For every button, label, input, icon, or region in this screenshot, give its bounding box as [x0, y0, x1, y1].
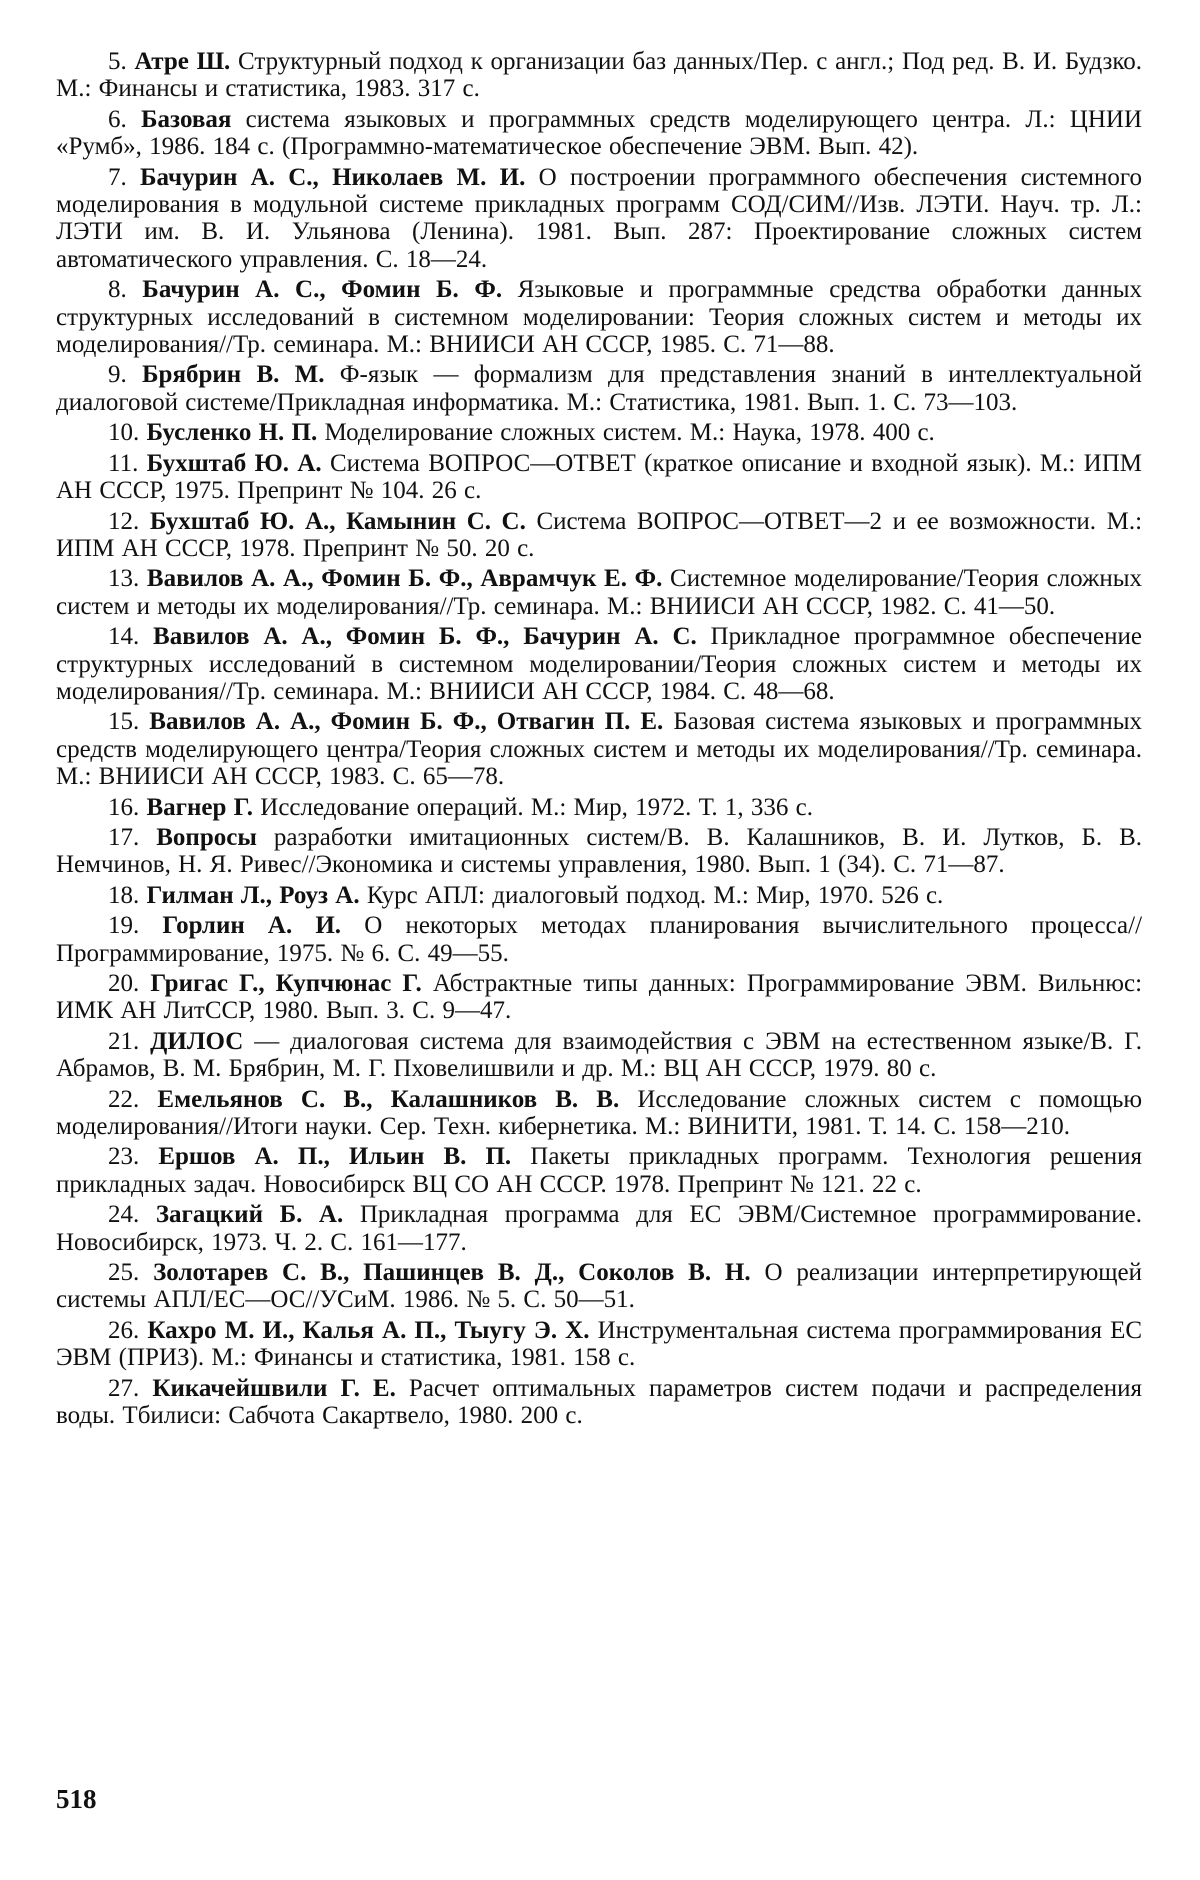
reference-entry [56, 106, 1142, 161]
reference-number: 17. [108, 823, 140, 851]
reference-entry [56, 970, 1142, 1025]
reference-number: 18. [108, 881, 140, 909]
reference-text: Моделирование сложных систем. М.: Наука, 1978. 400 с. [324, 419, 935, 447]
reference-authors: ДИЛОС [150, 1027, 244, 1055]
reference-authors: Вавилов А. А., Фомин Б. Ф., Аврамчук Е. Ф. [146, 565, 663, 593]
reference-authors: Кахро М. И., Калья А. П., Тыугу Э. Х. [147, 1316, 590, 1344]
reference-authors: Вопросы [156, 823, 257, 851]
reference-text: Исследование сложных систем с помощью моделирования//Итоги науки. Сер. Техн. кибернетика. М.: ВИНИТИ, 1981. Т. 14. С. 158—210. [56, 1085, 1143, 1141]
reference-text: Курс АПЛ: диалоговый подход. М.: Мир, 1970. 526 с. [366, 881, 944, 909]
reference-authors: Вавилов А. А., Фомин Б. Ф., Отвагин П. Е. [149, 708, 664, 736]
reference-authors: Емельянов С. В., Калашников В. В. [157, 1085, 620, 1113]
reference-number: 7. [108, 163, 127, 191]
reference-entry [56, 882, 1142, 909]
reference-authors: Григас Г., Купчюнас Г. [150, 970, 422, 997]
reference-entry [56, 708, 1142, 790]
reference-authors: Базовая [141, 105, 232, 133]
reference-number: 5. [108, 48, 127, 75]
reference-entry [56, 48, 1142, 103]
reference-text: Языковые и программные средства обработки данных структурных исследований в системном моделировании: Теория сложных систем и методы их моделирования//Тр. семинара. М.: ВНИИСИ АН СССР, 1985. С. 71—88. [56, 276, 1142, 359]
reference-number: 11. [108, 449, 139, 477]
reference-entry [56, 450, 1142, 505]
reference-number: 12. [108, 507, 140, 535]
reference-number: 24. [108, 1201, 140, 1229]
reference-authors: Брябрин В. М. [142, 361, 325, 389]
reference-number: 25. [108, 1259, 140, 1287]
reference-authors: Бухштаб Ю. А., Камынин С. С. [149, 507, 526, 535]
reference-entry [56, 565, 1142, 620]
reference-authors: Бусленко Н. П. [146, 419, 318, 447]
reference-authors: Бачурин А. С., Фомин Б. Ф. [142, 276, 503, 304]
reference-number: 20. [108, 970, 140, 997]
reference-text: Пакеты прикладных программ. Технология решения прикладных задач. Новосибирск ВЦ СО АН СССР. 1978. Препринт № 121. 22 с. [56, 1143, 1143, 1198]
reference-number: 27. [108, 1374, 140, 1402]
reference-entry [56, 1028, 1142, 1083]
reference-number: 9. [108, 361, 127, 389]
reference-text: Расчет оптимальных параметров систем подачи и распределения воды. Тбилиси: Сабчота Сакартвело, 1980. 200 с. [56, 1374, 1142, 1430]
reference-entry [56, 794, 1142, 821]
reference-text: О некоторых методах планирования вычислительного процесса//Программирование, 1975. № 6. С. 49—55. [56, 912, 1143, 967]
book-page [56, 48, 1142, 1848]
reference-authors: Бухштаб Ю. А. [146, 449, 322, 477]
reference-number: 22. [108, 1085, 140, 1113]
reference-number: 14. [108, 623, 140, 651]
reference-authors: Гилман Л., Роуз А. [146, 881, 360, 909]
reference-number: 16. [108, 793, 140, 821]
reference-number: 6. [108, 105, 127, 133]
reference-authors: Бачурин А. С., Николаев М. И. [140, 163, 526, 191]
reference-text: система языковых и программных средств моделирующего центра. Л.: ЦНИИ «Румб», 1986. 184 с. (Программно-математическое обеспечение ЭВМ. Вып. 42). [56, 105, 1143, 161]
reference-text: разработки имитационных систем/В. В. Калашников, В. И. Лутков, Б. В. Немчинов, Н. Я. Ривес//Экономика и системы управления, 1980. Вып. 1 (34). С. 71—87. [56, 823, 1143, 879]
reference-number: 15. [108, 708, 140, 736]
reference-authors: Кикачейшвили Г. Е. [152, 1374, 396, 1402]
reference-text: Ф-язык — формализм для представления знаний в интеллектуальной диалоговой системе/Прикладная информатика. М.: Статистика, 1981. Вып. 1. С. 73—103. [56, 361, 1143, 416]
reference-authors: Ершов А. П., Ильин В. П. [158, 1143, 512, 1171]
reference-entry [56, 276, 1142, 358]
reference-text: Системное моделирование/Теория сложных систем и методы их моделирования//Тр. семинара. М.: ВНИИСИ АН СССР, 1982. С. 41—50. [56, 565, 1142, 620]
reference-number: 8. [108, 276, 127, 304]
reference-text: Система ВОПРОС—ОТВЕТ—2 и ее возможности. М.: ИПМ АН СССР, 1978. Препринт № 50. 20 с. [56, 507, 1143, 562]
reference-number: 23. [108, 1143, 140, 1171]
reference-entry [56, 1143, 1142, 1198]
reference-entry [56, 623, 1142, 705]
reference-number: 21. [108, 1027, 140, 1055]
reference-number: 13. [108, 565, 140, 593]
reference-text: О построении программного обеспечения системного моделирования в модульной системе прикладных программ СОД/СИМ//Изв. ЛЭТИ. Науч. тр. Л.: ЛЭТИ им. В. И. Ульянова (Ленина). 1981. Вып. 287: Проектирование сложных систем автоматического управления. С. 18—24. [56, 163, 1142, 273]
reference-number: 19. [108, 912, 140, 940]
reference-text: Базовая система языковых и программных средств моделирующего центра/Теория сложных систем и методы их моделирования//Тр. семинара. М.: ВНИИСИ АН СССР, 1983. С. 65—78. [56, 708, 1143, 791]
reference-authors: Загацкий Б. А. [155, 1201, 344, 1229]
reference-entry [56, 1259, 1142, 1314]
reference-number: 10. [108, 419, 140, 447]
reference-text: Прикладное программное обеспечение структурных исследований в системном моделировании/Теория сложных систем и методы их моделирования//Тр. семинара. М.: ВНИИСИ АН СССР, 1984. С. 48—68. [56, 623, 1143, 705]
reference-entry [56, 1317, 1142, 1372]
reference-entry [56, 1201, 1142, 1256]
reference-text: Инструментальная система программирования ЕС ЭВМ (ПРИЗ). М.: Финансы и статистика, 1981. 158 с. [56, 1316, 1143, 1372]
reference-entry [56, 824, 1142, 879]
reference-entry [56, 1086, 1142, 1141]
reference-entry [56, 1375, 1142, 1430]
reference-text: Абстрактные типы данных: Программирование ЭВМ. Вильнюс: ИМК АН ЛитССР, 1980. Вып. 3. С. 9—47. [56, 970, 1143, 1025]
reference-text: — диалоговая система для взаимодействия с ЭВМ на естественном языке/В. Г. Абрамов, В. М. Брябрин, М. Г. Пховелишвили и др. М.: ВЦ АН СССР, 1979. 80 с. [56, 1027, 1143, 1083]
reference-text: Структурный подход к организации баз данных/Пер. с англ.; Под ред. В. И. Будзко. М.: Финансы и статистика, 1983. 317 с. [56, 48, 1143, 103]
reference-authors: Атре Ш. [134, 48, 231, 75]
reference-authors: Горлин А. И. [162, 912, 342, 940]
reference-entry [56, 361, 1142, 416]
reference-number: 26. [108, 1316, 140, 1344]
reference-text: Прикладная программа для ЕС ЭВМ/Системное программирование. Новосибирск, 1973. Ч. 2. С. 161—177. [56, 1201, 1143, 1256]
reference-authors: Вавилов А. А., Фомин Б. Ф., Бачурин А. С. [153, 623, 697, 651]
reference-entry [56, 508, 1142, 563]
reference-entry [56, 419, 1142, 446]
reference-text: Система ВОПРОС—ОТВЕТ (краткое описание и входной язык). М.: ИПМ АН СССР, 1975. Препринт № 104. 26 с. [56, 449, 1143, 505]
reference-authors: Золотарев С. В., Пашинцев В. Д., Соколов В. Н. [153, 1259, 751, 1287]
reference-text: О реализации интерпретирующей системы АПЛ/ЕС—ОС//УСиМ. 1986. № 5. С. 50—51. [56, 1259, 1142, 1314]
page-number: 518 [56, 1784, 97, 1814]
reference-entry [56, 912, 1142, 967]
reference-authors: Вагнер Г. [146, 793, 254, 821]
reference-text: Исследование операций. М.: Мир, 1972. Т. 1, 336 с. [260, 793, 814, 821]
reference-entry [56, 164, 1142, 274]
reference-list [56, 48, 1142, 1430]
